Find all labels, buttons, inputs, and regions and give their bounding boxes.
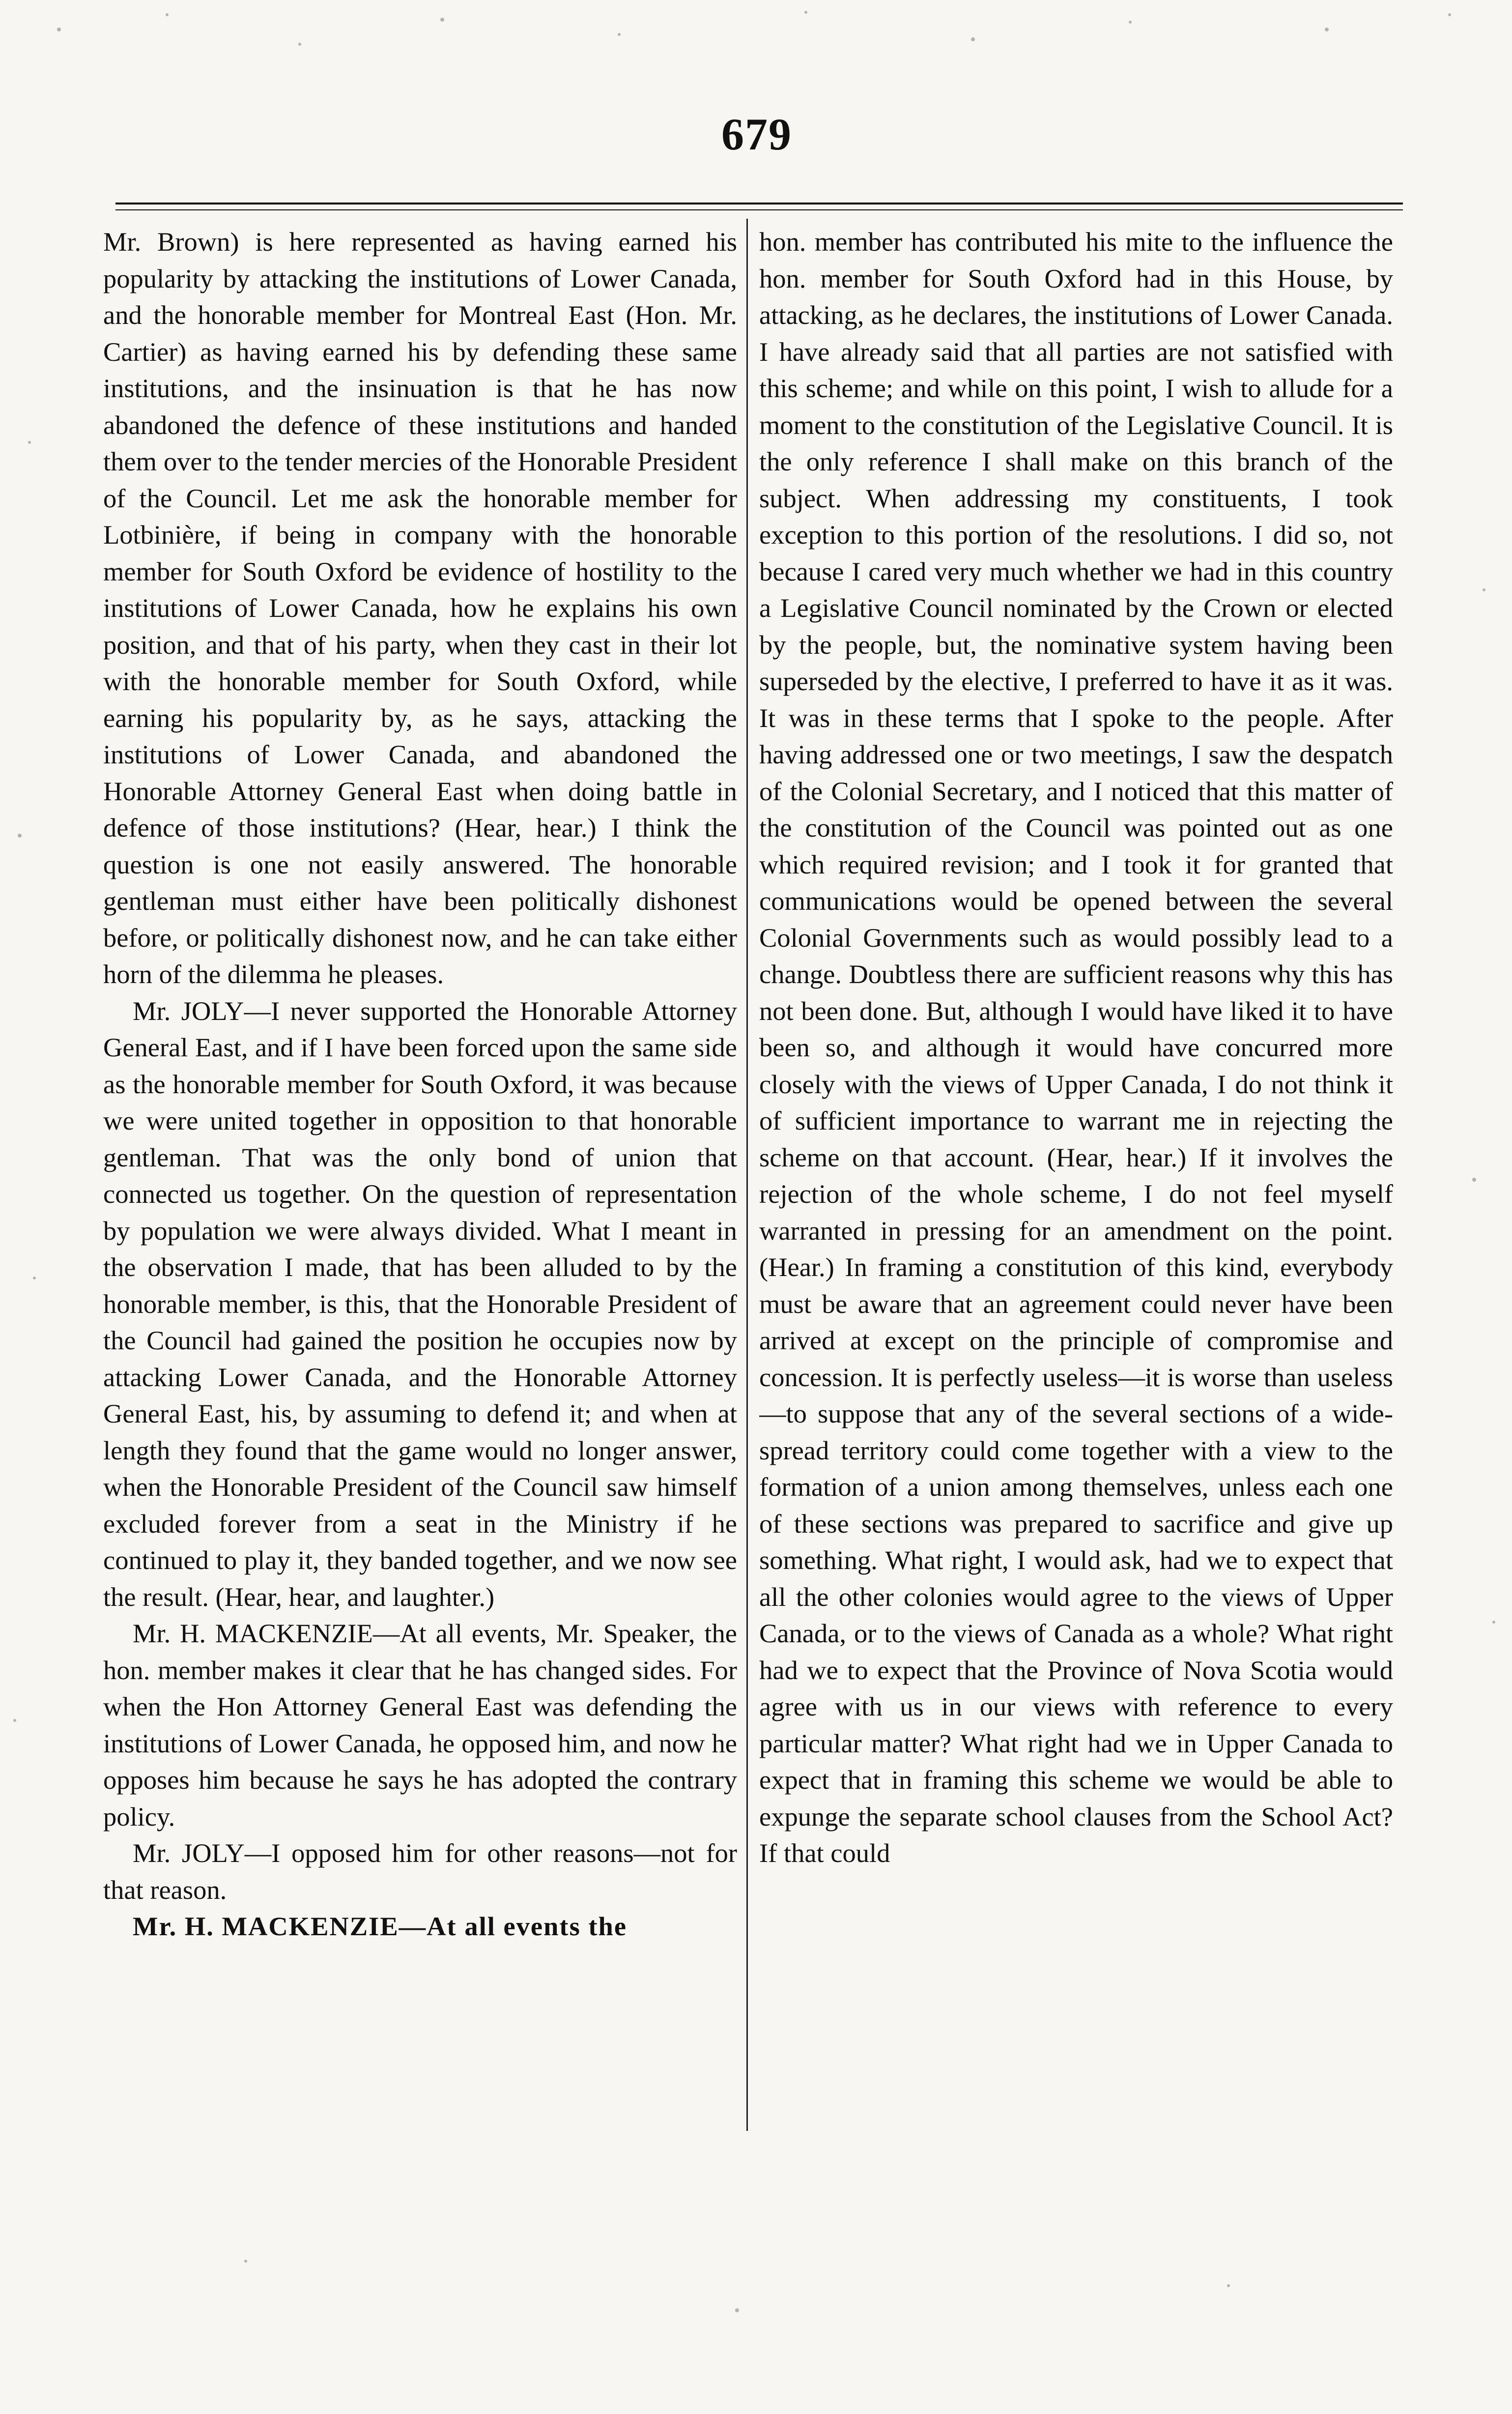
paragraph: Mr. H. MACKENZIE—At all events the: [133, 1911, 628, 1941]
paragraph: Mr. JOLY—I never supported the Honorable Attorney General East, and if I have been forced upon the same side as the honorable member for South Oxford, it was because we were united together in opposition to that honorable gentleman. That was the only bond of union that connected us together. On the question of representation by population we were always divided. What I meant in the observation I made, that has been alluded to by the honorable member, is this, that the Honorable President of the Council had gained the position he occupies now by attacking Lower Canada, and the Honorable Attorney General East, his, by assuming to defend it; and when at length they found that the game would no longer answer, when the Honorable President of the Council saw himself excluded forever from a seat in the Ministry if he continued to play it, they banded together, and we now see the result. (Hear, hear, and laughter.): [103, 995, 737, 1612]
paragraph: Mr. H. MACKENZIE—At all events, Mr. Speaker, the hon. member makes it clear that he has changed sides. For when the Hon Attorney General East was defending the institutions of Lower Canada, he opposed him, and now he opposes him because he says he has adopted the contrary policy.: [103, 1618, 737, 1832]
paragraph: Mr. Brown) is here represented as having earned his popularity by attacking the institutions of Lower Canada, and the honorable member for Montreal East (Hon. Mr. Cartier) as having earned his by defending these same institutions, and the insinuation is that he has now abandoned the defence of these institutions and handed them over to the tender mercies of the Honorable President of the Council. Let me ask the honorable member for Lotbinière, if being in company with the honorable member for South Oxford be evidence of hostility to the institutions of Lower Canada, how he explains his own position, and that of his party, when they cast in their lot with the honorable member for South Oxford, while earning his popularity by, as he says, attacking the institutions of Lower Canada, and abandoned the Honorable Attorney General East when doing battle in defence of those institutions? (Hear, hear.) I think the question is one not easily answered. The honorable gentleman must either have been politically dishonest before, or politically dishonest now, and he can take either horn of the dilemma he pleases.: [103, 227, 737, 989]
header-double-rule: [115, 203, 1403, 210]
column-divider: [746, 219, 748, 2131]
page-number: 679: [721, 109, 792, 159]
left-column: [103, 224, 737, 2337]
paragraph: hon. member has contributed his mite to the influence the hon. member for South Oxford had in this House, by attacking, as he declares, the institutions of Lower Canada. I have already said that all parties are not satisfied with this scheme; and while on this point, I wish to allude for a moment to the constitution of the Legislative Council. It is the only reference I shall make on this branch of the subject. When addressing my constituents, I took exception to this portion of the resolutions. I did so, not because I cared very much whether we had in this country a Legislative Council nominated by the Crown or elected by the people, but, the nominative system having been superseded by the elective, I preferred to have it as it was. It was in these terms that I spoke to the people. After having addressed one or two meetings, I saw the despatch of the Colonial Secretary, and I noticed that this matter of the constitution of the Council was pointed out as one which required revision; and I took it for granted that communications would be opened between the several Colonial Governments such as would possibly lead to a change. Doubtless there are sufficient reasons why this has not been done. But, although I would have liked it to have been so, and although it would have concurred more closely with the views of Upper Canada, I do not think it of sufficient importance to warrant me in rejecting the scheme on that account. (Hear, hear.) If it involves the rejection of the whole scheme, I do not feel myself warranted in pressing for an amendment on the point. (Hear.) In framing a constitution of this kind, everybody must be aware that an agreement could never have been arrived at except on the principle of compromise and concession. It is perfectly useless—it is worse than useless—to suppose that any of the several sections of a wide-spread territory could come together with a view to the formation of a union among themselves, unless each one of these sections was prepared to sacrifice and give up something. What right, I would ask, had we to expect that all the other colonies would agree to the views of Upper Canada, or to the views of Canada as a whole? What right had we to expect that the Province of Nova Scotia would agree with us in our views with reference to every particular matter? What right had we in Upper Canada to expect that in framing this scheme we would be able to expunge the separate school clauses from the School Act? If that could: [759, 227, 1393, 1868]
right-column: [759, 224, 1393, 2337]
paragraph: Mr. JOLY—I opposed him for other reasons—not for that reason.: [103, 1838, 737, 1905]
